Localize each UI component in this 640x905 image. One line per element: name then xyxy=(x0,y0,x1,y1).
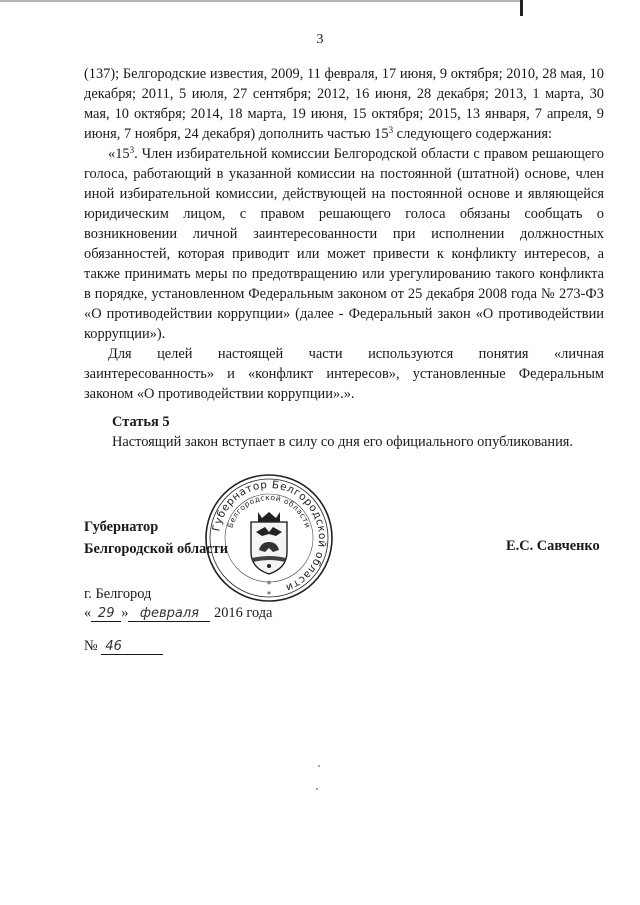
law-number-value: 46 xyxy=(101,639,163,655)
amendment-intro-tail: следующего содержания: xyxy=(393,126,552,142)
article-text: Настоящий закон вступает в силу со дня его официального опубликования. xyxy=(112,434,573,450)
date-year: 2016 года xyxy=(214,605,273,621)
top-edge-mark xyxy=(520,0,523,16)
new-part-paragraph xyxy=(84,144,604,344)
article-title: Статья 5 xyxy=(112,414,170,430)
coat-of-arms-icon xyxy=(251,512,287,574)
signatory-title-line1: Губернатор xyxy=(84,519,159,535)
amendment-intro-superscript: 3 xyxy=(388,125,394,135)
definitions-paragraph: Для целей настоящей части используются понятия «личная заинтересованность» и «конфликт интересов», установленные Федеральным законом «О противодействии коррупции».». xyxy=(84,346,604,402)
law-body xyxy=(84,64,604,404)
new-part-superscript: 3 xyxy=(129,145,135,155)
amendment-intro xyxy=(84,64,604,144)
date-close-quote: » xyxy=(121,605,129,621)
law-number xyxy=(84,638,163,655)
law-number-label: № xyxy=(84,638,98,654)
article-5 xyxy=(112,412,608,452)
scan-speck xyxy=(316,788,318,790)
seal-inner-text: Белгородской области xyxy=(225,492,313,530)
signatory-title-line2: Белгородской области xyxy=(84,541,229,557)
svg-text:*: * xyxy=(266,580,272,590)
signing-place: г. Белгород xyxy=(84,586,152,602)
signatory-name: Е.С. Савченко xyxy=(506,538,600,554)
seal-outer-text: Губернатор Белгородской области xyxy=(210,478,329,594)
page-number: 3 xyxy=(316,32,324,47)
new-part-text: . Член избирательной комиссии Белгородской области с правом решающего голоса, работающий в указанной комиссии на постоянной (штатной) основе, член иной избирательной комиссии, действующей на постоянной основе и являющейся юридическим лицом, с правом решающего голоса обязаны сообщать о возникновении личной заинтересованности при исполнении должностных обязанностей, которая приводит или может привести к конфликту интересов, а также принимать меры по предотвращению или урегулированию такого конфликта в порядке, установленном Федеральным законом от 25 декабря 2008 года № 273-ФЗ «О противодействии коррупции» (далее - Федеральный закон «О противодействии коррупции»). xyxy=(84,146,604,342)
svg-text:*: * xyxy=(267,590,271,599)
scan-speck xyxy=(318,765,320,767)
date-open-quote: « xyxy=(84,605,92,621)
date-day: 29 xyxy=(91,606,121,622)
amendment-intro-text: (137); Белгородские известия, 2009, 11 февраля, 17 июня, 9 октября; 2010, 28 мая, 10 декабря; 2011, 5 июля, 27 сентября; 2012, 16 июня, 28 декабря; 2013, 1 марта, 30 мая, 10 октября; 2014, 18 марта, 19 июня, 15 октября; 2015, 13 января, 7 апреля, 9 июня, 7 ноября, 24 декабря) дополнить частью 15 xyxy=(84,66,604,142)
official-seal xyxy=(203,472,335,604)
signing-date xyxy=(84,605,272,622)
new-part-number: «15 xyxy=(108,146,130,162)
top-edge-line xyxy=(0,0,520,2)
date-month: февраля xyxy=(128,606,210,622)
